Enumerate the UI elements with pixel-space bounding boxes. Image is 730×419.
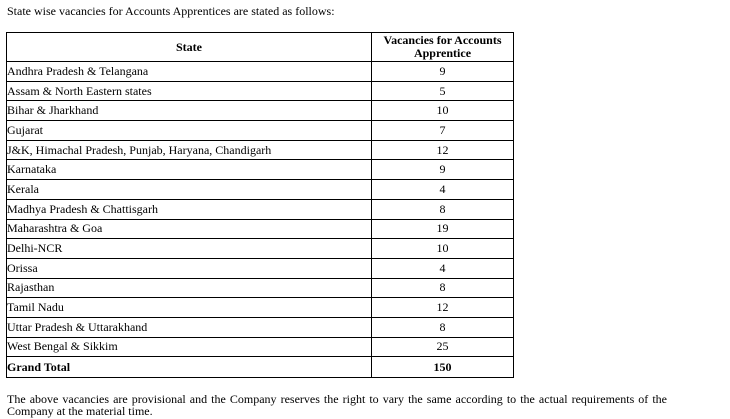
row-state: Assam & North Eastern states xyxy=(7,81,372,101)
row-vacancies: 9 xyxy=(372,160,514,180)
row-state: West Bengal & Sikkim xyxy=(7,337,372,357)
row-vacancies: 4 xyxy=(372,258,514,278)
row-state: Kerala xyxy=(7,180,372,200)
row-vacancies: 8 xyxy=(372,317,514,337)
footnote-text: The above vacancies are provisional and the Company reserves the right to vary the same according to the actual requirements of the Company at the material time. xyxy=(7,392,667,418)
table-row xyxy=(7,239,514,259)
table-row xyxy=(7,317,514,337)
table-row xyxy=(7,278,514,298)
row-vacancies: 12 xyxy=(372,140,514,160)
vacancies-table xyxy=(6,32,514,378)
table-row xyxy=(7,199,514,219)
row-vacancies: 19 xyxy=(372,219,514,239)
table-row xyxy=(7,62,514,82)
row-state: Rajasthan xyxy=(7,278,372,298)
table-row xyxy=(7,180,514,200)
intro-text: State wise vacancies for Accounts Apprentices are stated as follows: xyxy=(7,4,335,18)
row-state: Maharashtra & Goa xyxy=(7,219,372,239)
row-vacancies: 8 xyxy=(372,199,514,219)
row-state: Tamil Nadu xyxy=(7,298,372,318)
row-vacancies: 7 xyxy=(372,121,514,141)
table-row xyxy=(7,121,514,141)
header-vacancies: Vacancies for Accounts Apprentice xyxy=(372,33,514,62)
table-row xyxy=(7,298,514,318)
header-state: State xyxy=(7,33,372,62)
row-state: Andhra Pradesh & Telangana xyxy=(7,62,372,82)
row-vacancies: 10 xyxy=(372,239,514,259)
row-state: Delhi-NCR xyxy=(7,239,372,259)
row-vacancies: 4 xyxy=(372,180,514,200)
row-state: Orissa xyxy=(7,258,372,278)
row-state: Uttar Pradesh & Uttarakhand xyxy=(7,317,372,337)
table-row xyxy=(7,258,514,278)
row-vacancies: 9 xyxy=(372,62,514,82)
table-row xyxy=(7,219,514,239)
row-state: Gujarat xyxy=(7,121,372,141)
table-row xyxy=(7,337,514,357)
grand-total-label: Grand Total xyxy=(7,357,372,378)
row-state: Bihar & Jharkhand xyxy=(7,101,372,121)
row-vacancies: 12 xyxy=(372,298,514,318)
row-vacancies: 10 xyxy=(372,101,514,121)
table-row xyxy=(7,101,514,121)
row-vacancies: 25 xyxy=(372,337,514,357)
table-row xyxy=(7,81,514,101)
row-state: Karnataka xyxy=(7,160,372,180)
table-row xyxy=(7,140,514,160)
row-vacancies: 5 xyxy=(372,81,514,101)
grand-total-value: 150 xyxy=(372,357,514,378)
table-row xyxy=(7,160,514,180)
row-vacancies: 8 xyxy=(372,278,514,298)
row-state: J&K, Himachal Pradesh, Punjab, Haryana, Chandigarh xyxy=(7,140,372,160)
table-header-row xyxy=(7,33,514,62)
row-state: Madhya Pradesh & Chattisgarh xyxy=(7,199,372,219)
grand-total-row xyxy=(7,357,514,378)
